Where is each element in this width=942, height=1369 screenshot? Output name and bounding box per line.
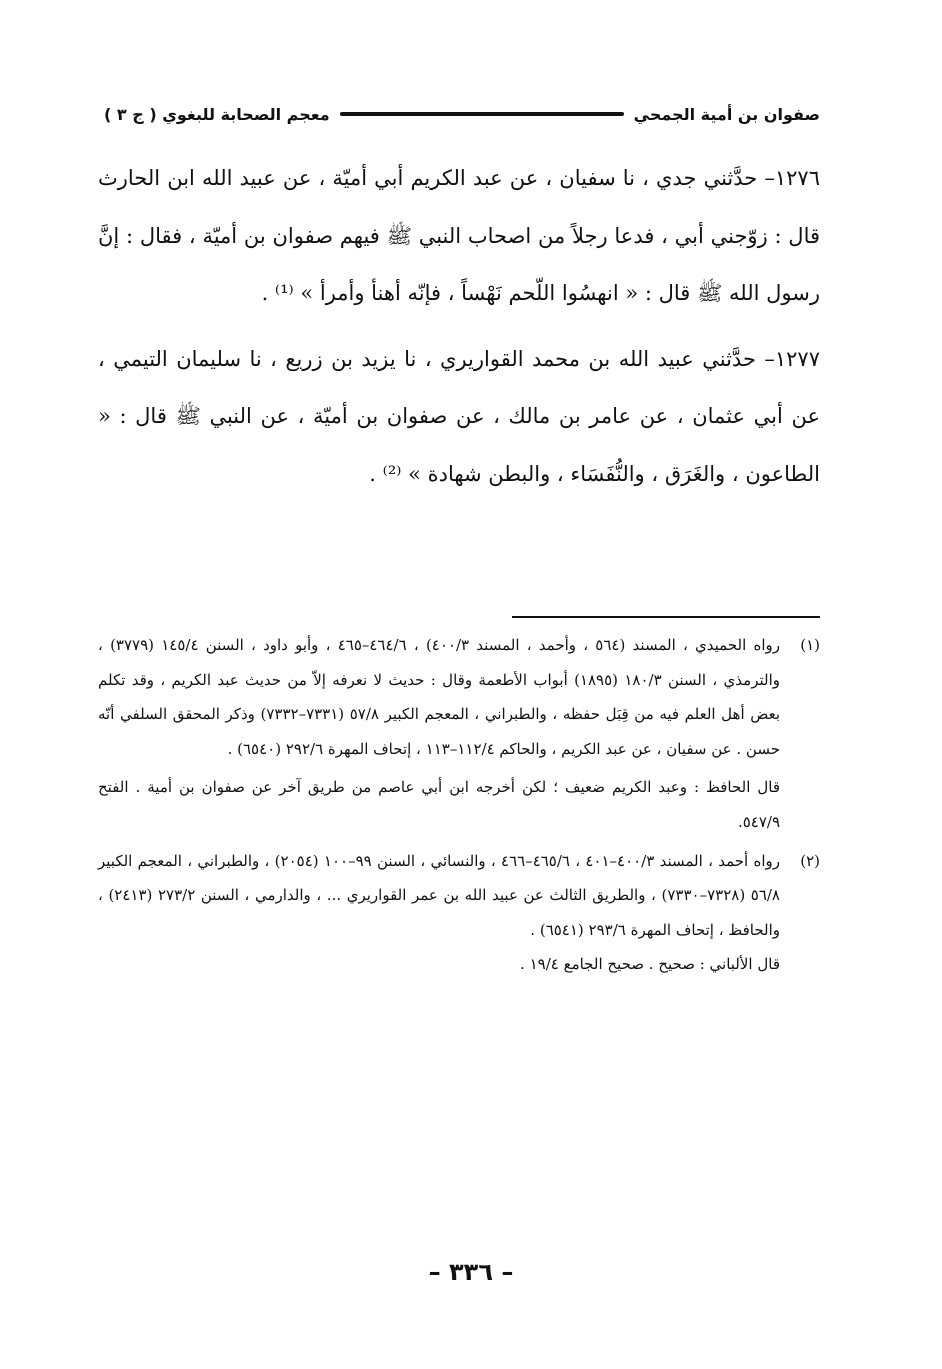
footnotes: [98, 628, 820, 982]
footnote-comment: قال الألباني : صحيح . صحيح الجامع ١٩/٤ .: [520, 955, 780, 974]
header-rule: [340, 112, 624, 116]
section-title: صفوان بن أمية الجمحي: [633, 104, 820, 124]
footnote-text: رواه الحميدي ، المسند (٥٦٤ ، وأحمد ، المسند ٤٠٠/٣) ، ٤٦٤/٦–٤٦٥ ، وأبو داود ، السنن ١٤٥/٤ (٣٧٧٩) ، والترمذي ، السنن ١٨٠/٣ (١٨٩٥) أبواب الأطعمة وقال : حديث لا نعرفه إلاّ من حديث عبد الكريم ، وقد تكلم بعض أهل العلم فيه من قِبَل حفظه ، والطبراني ، المعجم الكبير ٥٧/٨ (٧٣٣١–٧٣٣٢) وذكر المحقق السلفي أنّه حسن . عن سفيان ، عن عبد الكريم ، والحاكم ١١٢/٤–١١٣ ، إتحاف المهرة ٢٩٢/٦ (٦٥٤٠) .: [98, 636, 780, 758]
footnote-text: رواه أحمد ، المسند ٤٠٠/٣–٤٠١ ، ٤٦٥/٦–٤٦٦ ، والنسائي ، السنن ٩٩–١٠٠ (٢٠٥٤) ، والطبراني ، المعجم الكبير ٥٦/٨ (٧٣٢٨–٧٣٣٠) ، والطريق الثالث عن عبيد الله بن عمر القواريري ... ، والدارمي ، السنن ٢٧٣/٢ (٢٤١٣) ، والحافظ ، إتحاف المهرة ٢٩٣/٦ (٦٥٤١) .: [98, 851, 780, 939]
page-number: – ٣٣٦ –: [428, 1258, 514, 1286]
hadith-1276: ١٢٧٦– حدَّثني جدي ، نا سفيان ، عن عبد الكريم أبي أميّة ، عن عبيد الله ابن الحارث قال : زوّجني أبي ، فدعا رجلاً من اصحاب النبي ﷺ فيهم صفوان بن أميّة ، فقال : إنَّ رسول الله ﷺ قال : « انهسُوا اللّحم نَهْساً ، فإنّه أهنأ وأمرأ » ⁽¹⁾ .: [98, 166, 820, 305]
footnote-comment: قال الحافظ : وعبد الكريم ضعيف ؛ لكن أخرجه ابن أبي عاصم من طريق آخر عن صفوان بن أمية . الفتح ٥٤٧/٩.: [98, 778, 780, 831]
running-header: [104, 96, 820, 132]
footnote-2: [98, 844, 820, 948]
main-text: [98, 150, 820, 511]
footnote-1: [98, 628, 820, 766]
book-title: معجم الصحابة للبغوي ( ج ٣ ): [104, 104, 330, 124]
hadith-1277: ١٢٧٧– حدَّثني عبيد الله بن محمد القواريري ، نا يزيد بن زريع ، نا سليمان التيمي ، عن أبي عثمان ، عن عامر بن مالك ، عن صفوان بن أميّة ، عن النبي ﷺ قال : « الطاعون ، والغَرَق ، والنُّفَسَاء ، والبطن شهادة » ⁽²⁾ .: [98, 346, 820, 486]
footnote-number: (١): [800, 636, 820, 654]
footnote-separator: [512, 616, 820, 618]
footnote-number: (٢): [800, 851, 820, 870]
